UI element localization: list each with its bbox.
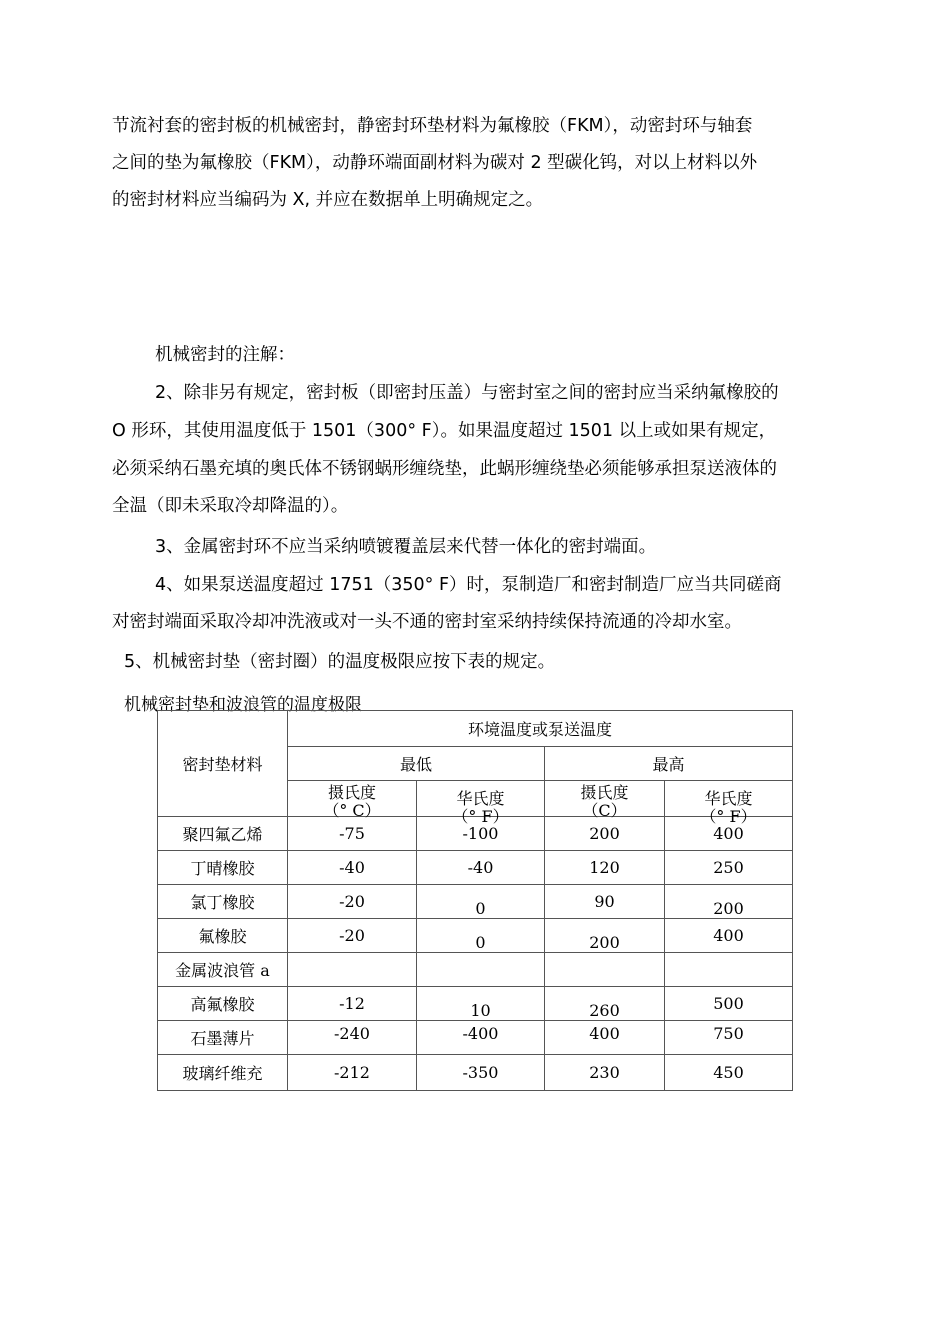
- value-cell: -20: [288, 885, 417, 919]
- value-cell: -400: [417, 1021, 545, 1055]
- table-row: [158, 851, 793, 885]
- note-4-line: 4、如果泵送温度超过 1751（350° F）时，泵制造厂和密封制造厂应当共同磋商: [155, 575, 782, 595]
- note-2-line: 必须采纳石墨充填的奥氏体不锈钢蜗形缠绕垫，此蜗形缠绕垫必须能够承担泵送液体的: [112, 459, 777, 479]
- value-cell: -40: [417, 851, 545, 885]
- header-min: 最低: [288, 747, 545, 781]
- paragraph-line: 之间的垫为氟橡胶（FKM），动静环端面副材料为碳对 2 型碳化钨，对以上材料以外: [112, 153, 758, 173]
- header-celsius-max: [545, 781, 665, 820]
- header-max: 最高: [545, 747, 793, 781]
- material-cell: 氟橡胶: [158, 919, 288, 953]
- note-5: 5、机械密封垫（密封圈）的温度极限应按下表的规定。: [124, 652, 556, 672]
- value-cell: 200: [665, 885, 793, 919]
- table-row: [158, 987, 793, 1021]
- value-cell: [545, 953, 665, 987]
- material-cell: 金属波浪管 a: [158, 953, 288, 987]
- value-cell: 400: [665, 919, 793, 953]
- material-cell: 玻璃纤维充: [158, 1055, 288, 1091]
- note-3: 3、金属密封环不应当采纳喷镀覆盖层来代替一体化的密封端面。: [155, 537, 657, 557]
- material-cell: 丁晴橡胶: [158, 851, 288, 885]
- value-cell: 500: [665, 987, 793, 1021]
- header-celsius-min-unit: （° C）: [323, 800, 381, 820]
- value-cell: -350: [417, 1055, 545, 1091]
- value-cell: [417, 953, 545, 987]
- material-cell: 高氟橡胶: [158, 987, 288, 1021]
- value-cell: 200: [545, 817, 665, 851]
- header-celsius-max-unit: （C）: [582, 800, 627, 820]
- header-fahr-min-label: 华氏度: [456, 788, 505, 808]
- header-celsius-max-label: 摄氏度: [580, 782, 629, 802]
- value-cell: -240: [288, 1021, 417, 1055]
- header-fahr-min-unit: （° F）: [452, 806, 509, 826]
- paragraph-line: 的密封材料应当编码为 X, 并应在数据单上明确规定之。: [112, 190, 544, 210]
- material-cell: 聚四氟乙烯: [158, 817, 288, 851]
- header-fahr-max-unit: （° F）: [700, 806, 757, 826]
- value-cell: -20: [288, 919, 417, 953]
- table-caption: 机械密封垫和波浪管的温度极限: [124, 695, 362, 715]
- material-cell: 氯丁橡胶: [158, 885, 288, 919]
- value-cell: -12: [288, 987, 417, 1021]
- value-cell: -75: [288, 817, 417, 851]
- note-2-line: O 形环，其使用温度低于 1501（300° F）。如果温度超过 1501 以上或如果有规定，: [112, 421, 777, 441]
- header-material: 密封垫材料: [158, 711, 288, 817]
- table-row: [158, 919, 793, 953]
- value-cell: 200: [545, 919, 665, 953]
- value-cell: -40: [288, 851, 417, 885]
- value-cell: 400: [545, 1021, 665, 1055]
- header-fahr-min: [417, 781, 545, 826]
- table-row: [158, 953, 793, 987]
- value-cell: 230: [545, 1055, 665, 1091]
- table-row: [158, 1055, 793, 1091]
- material-cell: 石墨薄片: [158, 1021, 288, 1055]
- paragraph-line: 节流衬套的密封板的机械密封，静密封环垫材料为氟橡胶（FKM），动密封环与轴套: [112, 116, 753, 136]
- value-cell: 750: [665, 1021, 793, 1055]
- value-cell: 250: [665, 851, 793, 885]
- value-cell: 0: [417, 919, 545, 953]
- value-cell: [665, 953, 793, 987]
- value-cell: 450: [665, 1055, 793, 1091]
- header-env-temp: 环境温度或泵送温度: [288, 711, 793, 747]
- header-fahr-max: [665, 781, 793, 826]
- value-cell: 120: [545, 851, 665, 885]
- value-cell: 10: [417, 987, 545, 1021]
- value-cell: 400: [665, 817, 793, 851]
- value-cell: 90: [545, 885, 665, 919]
- temperature-limit-table: [157, 710, 793, 1091]
- header-celsius-min-label: 摄氏度: [327, 782, 376, 802]
- table-row: [158, 885, 793, 919]
- value-cell: [288, 953, 417, 987]
- header-celsius-min: [288, 781, 417, 820]
- note-2-line: 全温（即未采取冷却降温的）。: [112, 496, 349, 516]
- notes-title: 机械密封的注解：: [155, 345, 295, 365]
- note-2-line: 2、除非另有规定，密封板（即密封压盖）与密封室之间的密封应当采纳氟橡胶的: [155, 383, 779, 403]
- value-cell: -100: [417, 817, 545, 851]
- note-4-line: 对密封端面采取冷却冲洗液或对一头不通的密封室采纳持续保持流通的冷却水室。: [112, 612, 742, 632]
- header-fahr-max-label: 华氏度: [704, 788, 753, 808]
- table-row: [158, 1021, 793, 1055]
- value-cell: 260: [545, 987, 665, 1021]
- value-cell: 0: [417, 885, 545, 919]
- value-cell: -212: [288, 1055, 417, 1091]
